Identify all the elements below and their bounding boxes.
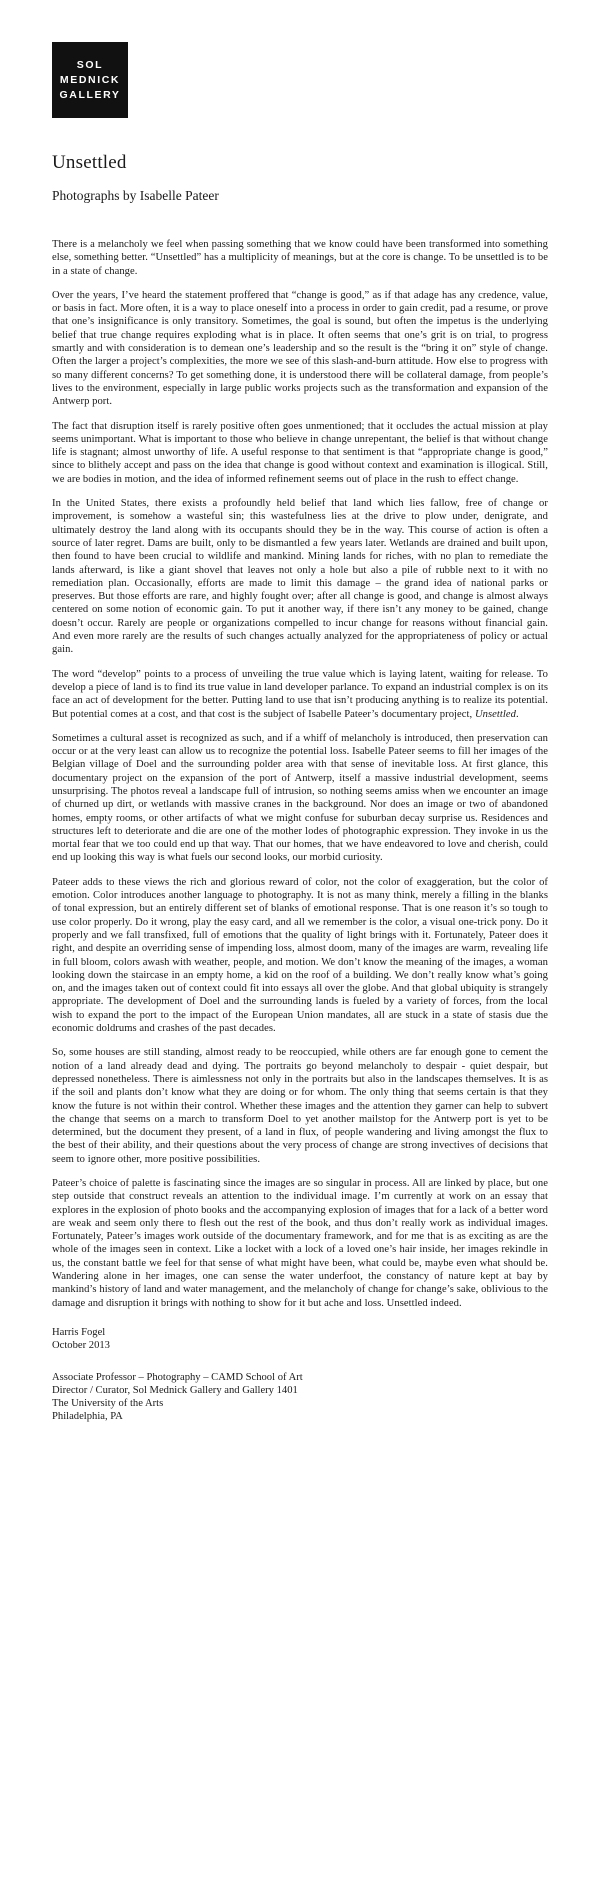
page-subtitle: Photographs by Isabelle Pateer <box>52 188 219 203</box>
essay-paragraph: Over the years, I’ve heard the statement proffered that “change is good,” as if that adage has any credence, value, or basis in fact. More often, it is a way to place oneself into a process in order to gain credit, pad a resume, or prove that one’s insignificance is only transitory. Sometimes, the goal is sound, but often the impetus is the underlying belief that true change requires exploding what is in place. It often seems that one’s grit is on trial, to progress smartly and with consideration is to demean one’s leadership and so the result is the “bring it on” style of change. Often the larger a project’s complexities, the more we see of this slash-and-burn attitude. How else to progress with so many different concerns? To get something done, it is understood there will be collateral damage, from people’s lives to the environment, especially in large public works projects such as the transformation and expansion of the Antwerp port. <box>52 289 548 408</box>
credit-line-4: Philadelphia, PA <box>52 1411 123 1423</box>
credit-line-3: The University of the Arts <box>52 1398 164 1410</box>
spacer <box>52 1353 548 1371</box>
logo-line-2: MEDNICK <box>59 73 121 86</box>
logo-line-3: GALLERY <box>59 88 121 101</box>
author-name: Harris Fogel <box>52 1326 106 1338</box>
page-title: Unsettled <box>52 152 127 173</box>
logo-line-1: SOL <box>76 58 104 71</box>
credit-line-1: Associate Professor – Photography – CAMD School of Art <box>52 1371 303 1383</box>
author-date: October 2013 <box>52 1340 110 1352</box>
essay-paragraph: Pateer’s choice of palette is fascinating since the images are so singular in process. All are linked by place, but one step outside that construct reveals an attention to the individual image. I’m currently at work on an essay that explores in the explosion of photo books and the accompanying explosion of images that for a lack of a better word are weak and seem only there to flesh out the rest of the book, and thus don’t really work as individual images. Fortunately, Pateer’s images work outside of the documentary framework, and for me that is as exciting as are the whole of the images seen in context. Like a locket with a lock of a loved one’s hair inside, her images rekindle in us, the constant battle we feel for that sense of what might have been, what could be, maybe even what should be. Wandering alone in her images, one can sense the water underfoot, the constancy of nature kept at bay by mankind’s history of land and water management, and the melancholy of change for change’s sake, oblivious to the damage and disruption it brings with nothing to show for it but ache and loss. Unsettled indeed. <box>52 1178 548 1309</box>
credit-line-2: Director / Curator, Sol Mednick Gallery and Gallery 1401 <box>52 1384 298 1396</box>
signature-block <box>52 1326 548 1353</box>
essay-paragraph: There is a melancholy we feel when passing something that we know could have been transformed into something else, something better. “Unsettled” has a multiplicity of meanings, but at the core is change. To be unsettled is to be in a state of change. <box>52 239 548 277</box>
essay-paragraph: The fact that disruption itself is rarely positive often goes unmentioned; that it occludes the actual mission at play seems unimportant. What is important to those who believe in change unrepentant, the belief is that without change life is stagnant; almost unworthy of life. A useful response to that sentiment is that “appropriate change is good,” since to blithely accept and pass on the idea that change is good without context and examination is illogical. Still, we are bodies in motion, and the idea of informed refinement seems out of place in the rush to effect change. <box>52 420 548 485</box>
essay-paragraph: In the United States, there exists a profoundly held belief that land which lies fallow, free of change or improvement, is somehow a wasteful sin; this wastefulness lies at the drive to plow under, denigrate, and ultimately destroy the land along with its occupants should they be in the way. This course of action is often a source of later regret. Dams are built, only to be dismantled a few years later. Wetlands are drained and built upon, then found to have been crucial to wildlife and mankind. Mining lands for riches, with no plan to remediate the lands afterward, is like a giant shovel that leaves not only a hole but also a pile of rubble next to it with no remediation plan. Occasionally, efforts are made to limit this damage – the grand idea of national parks or preserves. But those efforts are rare, and highly fought over; after all change is good, and change is almost always centered on some notion of economic gain. To put it another way, if there isn’t any money to be gained, change doesn’t occur. Rarely are people or organizations compelled to incur change for reasons without financial gain. And even more rarely are the results of such changes actually analyzed for the appropriateness of policy or actual gain. <box>52 498 548 656</box>
essay-paragraph: Sometimes a cultural asset is recognized as such, and if a whiff of melancholy is introduced, then preservation can occur or at the very least can allow us to recognize the potential loss. Isabelle Pateer seems to fill her images of the Belgian village of Doel and the surrounding polder area with that sense of inevitable loss. At first glance, this documentary project on the expansion of the port of Antwerp, itself a massive industrial development, seems unsurprising. The photos reveal a landscape full of intrusion, so nothing seems amiss when we encounter an image of churned up dirt, or wetlands with massive cranes in the background. Nor does an image or two of abandoned homes, empty rooms, or other artifacts of what we might confuse for suburban decay surprise us. Residences and structures left to deteriorate and die are one of the mother lodes of photographic expression. They invoke in us the mortal fear that we too could end up that way. That our homes, that we have endeavored to love and cherish, could end up looking this way is what fuels our second looks, our morbid curiosity. <box>52 732 548 864</box>
essay-paragraph: Pateer adds to these views the rich and glorious reward of color, not the color of exaggeration, but the color of emotion. Color introduces another language to photography. It is not as many think, merely a filling in the blanks of tonal expression, but an entirely different set of blanks of emotional response. That is one reason it’s so tough to use color properly. Do it wrong, play the easy card, and all we remember is the color, a visual one-trick pony. Do it properly and we fall transfixed, full of emotions that the quality of light brings with it. Fortunately, Pateer does it right, and despite an overriding sense of impending loss, almost doom, many of the images are warm, revealing life in full bloom, colors awash with weather, people, and motion. We don’t know the meaning of the images, a woman looking down the staircase in an empty home, a kid on the roof of a building. We don’t really know what’s going on, and the images taken out of context could fit into essays all over the globe. And that global ubiquity is strangely appropriate. The development of Doel and the surrounding lands is fueled by a variety of forces, from the local wish to expand the port to the impact of the European Union mandates, all are stuck in a state of stasis due the economic doldrums and crashes of the past decades. <box>52 876 548 1035</box>
essay-paragraph: So, some houses are still standing, almost ready to be reoccupied, while others are far enough gone to cement the notion of a land already dead and dying. The portraits go beyond melancholy to despair - quiet despair, but depressed nonetheless. There is aimlessness not only in the portraits but also in the landscapes themselves. It is as if the soil and plants don’t know what they are doing or for whom. The only thing that seems certain is that they know the future is not within their control. Whether these images and the attention they garner can help to subvert the change that seems on a march to transform Doel to yet another mailstop for the Antwerp port is yet to be determined, but the document they present, of a land in flux, of people wandering and living amongst the flux to the best of their ability, and their questions about the very process of change are strong invectives of decisions that seem to ignore other, more positive possibilities. <box>52 1047 548 1165</box>
gallery-logo <box>52 42 128 118</box>
essay-paragraph: The word “develop” points to a process of unveiling the true value which is laying latent, waiting for release. To develop a piece of land is to find its true value in land developer parlance. To expand an industrial complex is on its face an act of development for the better. Putting land to use that isn’t producing anything is to realize its potential. But potential comes at a cost, and that cost is the subject of Isabelle Pateer’s documentary project, Unsettled. <box>52 668 549 720</box>
credits-block <box>52 1371 548 1424</box>
essay-body <box>52 238 548 1310</box>
